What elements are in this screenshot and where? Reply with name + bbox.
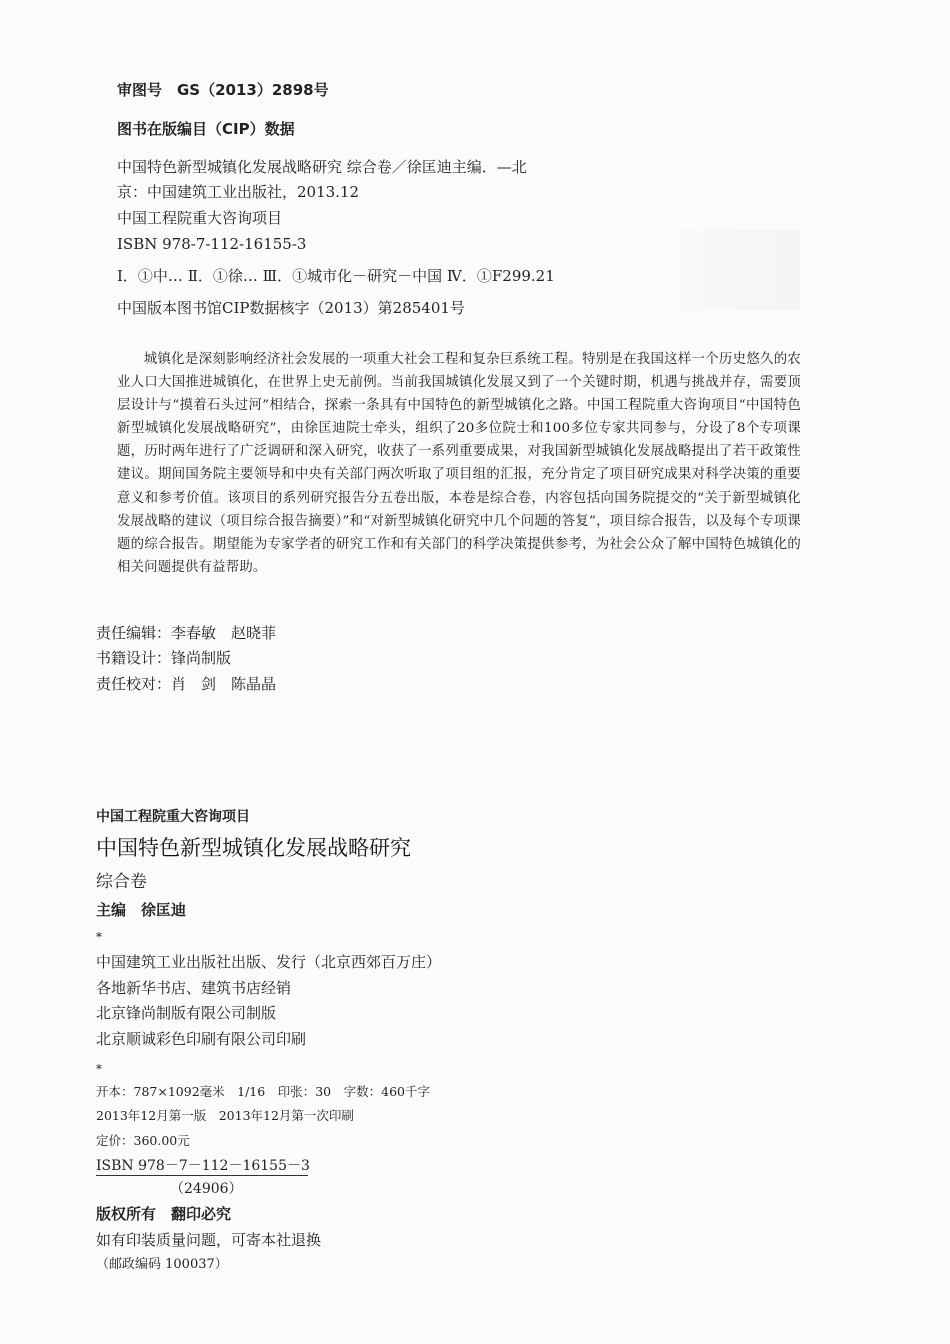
edition-line: 2013年12月第一版 2013年12月第一次印刷 [96,1108,354,1123]
cip-record-number: 中国版本图书馆CIP数据核字（2013）第285401号 [117,299,465,317]
printer-line: 北京顺诚彩色印刷有限公司印刷 [96,1030,307,1048]
distributor-line: 各地新华书店、建筑书店经销 [96,979,292,997]
copyright-notice: 版权所有 翻印必究 [96,1205,232,1223]
summary-paragraph: 城镇化是深刻影响经济社会发展的一项重大社会工程和复杂巨系统工程。特别是在我国这样一个历史悠久的农业人口大国推进城镇化，在世界上史无前例。当前我国城镇化发展又到了一个关键时期，机遇与挑战并存，需要顶层设计与“摸着石头过河”相结合，探索一条具有中国特色的新型城镇化之路。中国工程院重大咨询项目“中国特色新型城镇化发展战略研究”，由徐匡迪院士牵头，组织了20多位院士和100多位专家共同参与，分设了8个专项课题，历时两年进行了广泛调研和深入研究，收获了一系列重要成果，对我国新型城镇化发展战略提出了若干政策性建议。期间国务院主要领导和中央有关部门两次听取了项目组的汇报，充分肯定了项目研究成果对科学决策的重要意义和参考价值。该项目的系列研究报告分五卷出版，本卷是综合卷，内容包括向国务院提交的“关于新型城镇化发展战略的建议（项目综合报告摘要）”和“对新型城镇化研究中几个问题的答复”，项目综合报告，以及每个专项课题的综合报告。期望能为专家学者的研究工作和有关部门的科学决策提供参考，为社会公众了解中国特色城镇化的相关问题提供有益帮助。 [117,352,801,575]
publisher-line: 中国建筑工业出版社出版、发行（北京西郊百万庄） [96,953,442,971]
cip-line: 中国工程院重大咨询项目 [117,209,283,227]
return-note: 如有印装质量问题，可寄本社退换 [96,1231,322,1249]
responsible-editor: 责任编辑：李春敏 赵晓菲 [96,624,277,642]
chief-editor: 主编 徐匡迪 [96,901,187,919]
cip-line: 京：中国建筑工业出版社，2013.12 [117,183,360,201]
cip-line: 中国特色新型城镇化发展战略研究 综合卷／徐匡迪主编．—北 [117,158,527,176]
typesetter-line: 北京锋尚制版有限公司制版 [96,1004,277,1022]
postal-code: （邮政编码 100037） [96,1257,228,1272]
cip-line: ISBN 978-7-112-16155-3 [117,235,307,253]
proofreader: 责任校对：肖 剑 陈晶晶 [96,675,277,693]
cip-classification: Ⅰ．①中… Ⅱ．①徐… Ⅲ．①城市化－研究－中国 Ⅳ．①F299.21 [117,267,555,285]
volume-name: 综合卷 [96,872,147,892]
separator-star: * [96,1062,102,1076]
series-name: 中国工程院重大咨询项目 [96,809,250,825]
isbn-line: ISBN 978－7－112－16155－3 [96,1158,310,1174]
show-through-shadow [680,230,800,310]
book-title: 中国特色新型城镇化发展战略研究 [96,836,411,860]
review-number: 审图号 GS（2013）2898号 [117,81,329,99]
book-code: （24906） [170,1181,243,1197]
format-line: 开本：787×1092毫米 1/16 印张：30 字数：460千字 [96,1084,430,1099]
isbn-underline [96,1175,308,1176]
separator-star: * [96,930,102,944]
cip-heading: 图书在版编目（CIP）数据 [117,120,295,138]
price-line: 定价：360.00元 [96,1133,190,1148]
book-designer: 书籍设计：锋尚制版 [96,649,232,667]
